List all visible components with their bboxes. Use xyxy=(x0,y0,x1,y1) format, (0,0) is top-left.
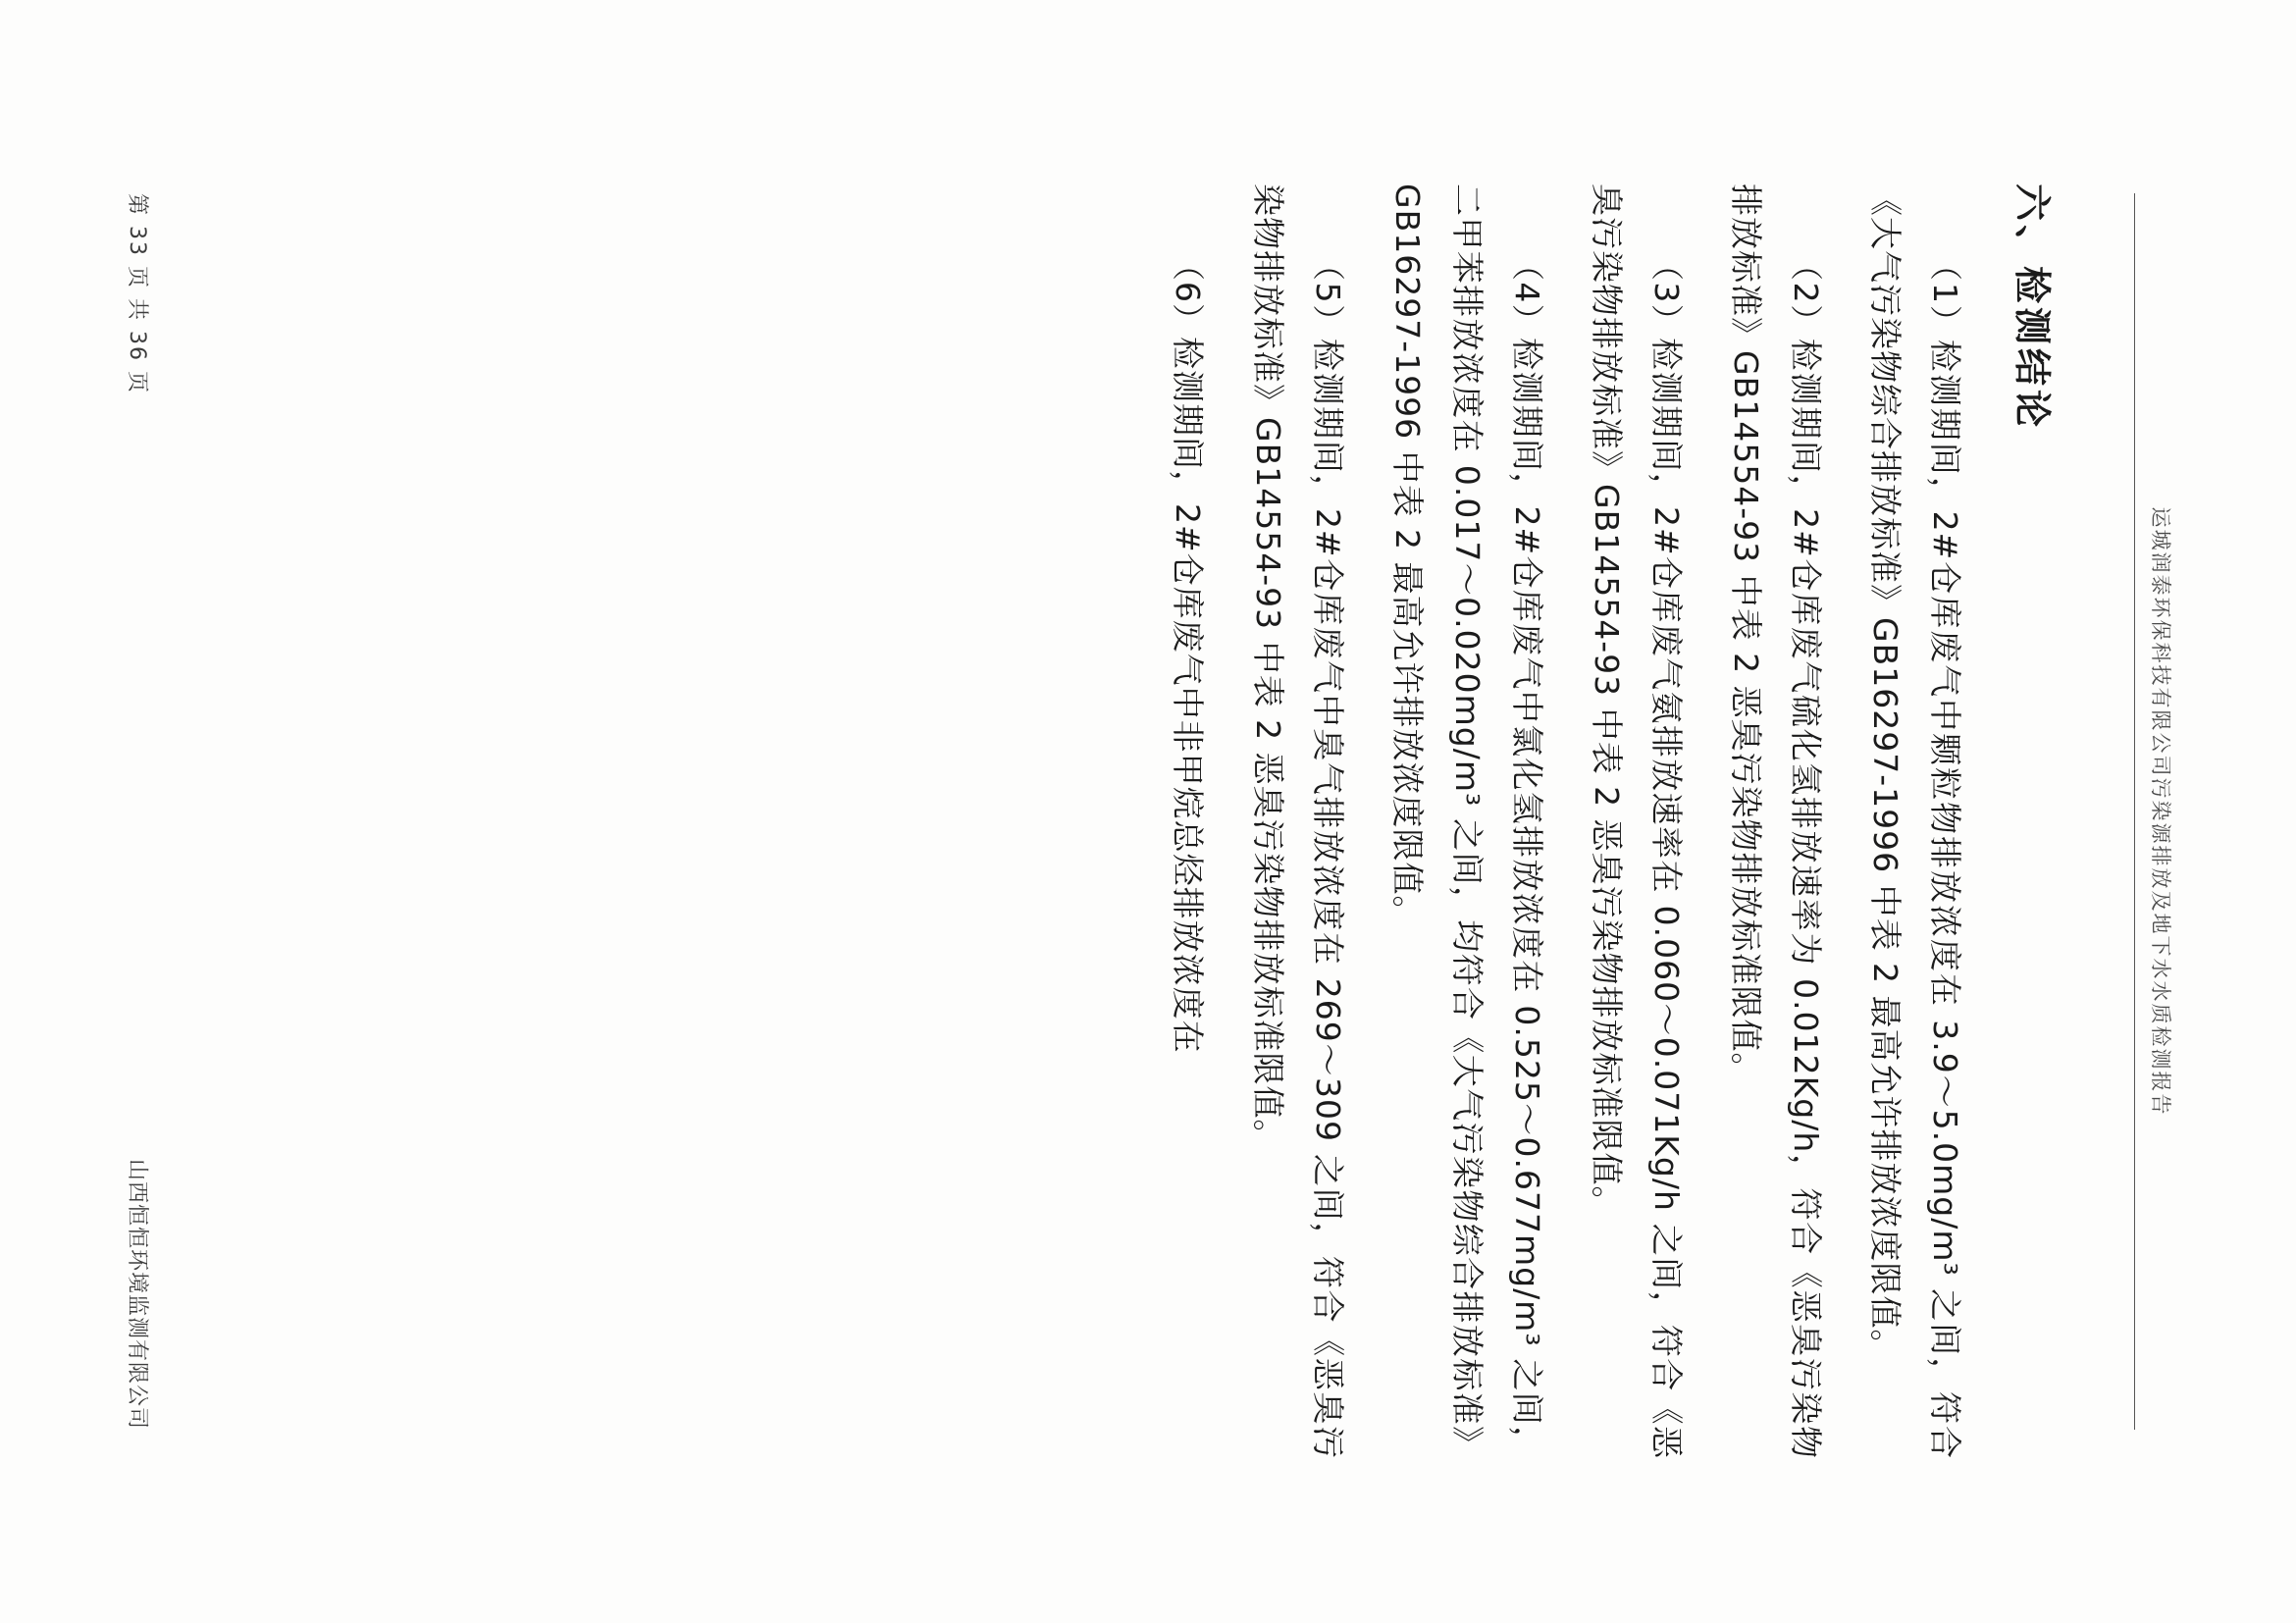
footer-company-name: 山西恒恒环境监测有限公司 xyxy=(125,1158,149,1430)
header-divider xyxy=(2134,193,2135,1430)
conclusion-paragraph-4: （4）检测期间，2#仓库废气中氯化氢排放浓度在 0.525～0.677mg/m³ 之间，二甲苯排放浓度在 0.017～0.020mg/m³ 之间，均符合《大气污染物综合排放标准》GB16297-1996 中表 2 最高允许排放浓度限值。 xyxy=(1387,183,1546,1459)
conclusion-paragraph-5: （5）检测期间，2#仓库废气中臭气排放浓度在 269～309 之间，符合《恶臭污染物排放标准》GB14554-93 中表 2 恶臭污染物排放标准限值。 xyxy=(1248,183,1347,1459)
conclusion-paragraph-2: （2）检测期间，2#仓库废气硫化氢排放速率为 0.012Kg/h，符合《恶臭污染物排放标准》GB14554-93 中表 2 恶臭污染物排放标准限值。 xyxy=(1726,183,1825,1459)
section-heading: 六、检测结论 xyxy=(2010,183,2054,432)
rotated-page-content xyxy=(78,46,2218,1577)
page-header-title: 运城润泰环保科技有限公司污染源排放及地下水水质检测报告 xyxy=(2149,506,2172,1117)
page-footer xyxy=(124,193,154,1430)
conclusion-paragraph-6: （6）检测期间，2#仓库废气中非甲烷总烃排放浓度在 xyxy=(1169,248,1208,1054)
page-number: 第 33 页 共 36 页 xyxy=(125,193,149,394)
page-body xyxy=(78,46,2218,1577)
conclusion-paragraph-1: （1）检测期间，2#仓库废气中颗粒物排放浓度在 3.9～5.0mg/m³ 之间，符合《大气污染物综合排放标准》GB16297-1996 中表 2 最高允许排放浓度限值。 xyxy=(1865,183,1964,1459)
conclusion-paragraph-3: （3）检测期间，2#仓库废气氨排放速率在 0.060～0.071Kg/h 之间，符合《恶臭污染物排放标准》GB14554-93 中表 2 恶臭污染物排放标准限值。 xyxy=(1587,183,1686,1459)
